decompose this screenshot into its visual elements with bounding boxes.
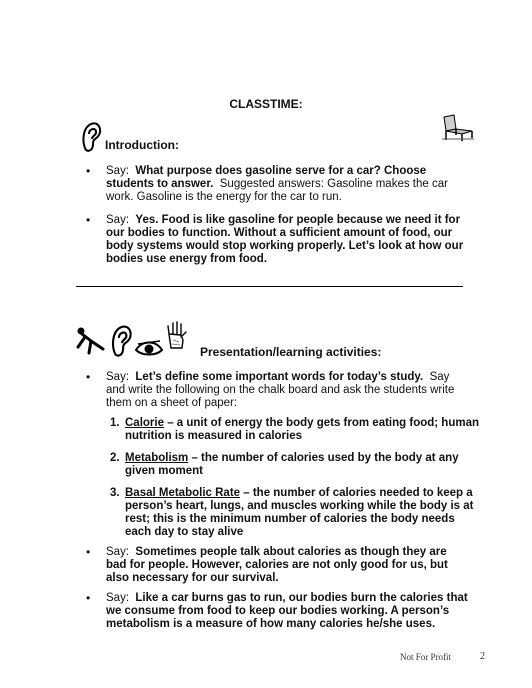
definition-calorie <box>110 417 480 443</box>
presentation-bullet-2-text: Like a car burns gas to run, our bodies burn the calories that we consume from food to keep our bodies working. A person’s metabolism is a measure of how many calories he/she uses. <box>106 592 468 630</box>
presentation-bullet-2 <box>86 591 470 631</box>
intro-bullet-2 <box>86 213 470 266</box>
bullet-dot: • <box>86 545 91 559</box>
say-label: Say: <box>106 546 130 558</box>
presentation-bullet-1 <box>86 545 470 585</box>
presentation-heading: Presentation/learning activities: <box>200 345 382 359</box>
bullet-dot: • <box>86 164 91 178</box>
hand-icon <box>165 320 189 350</box>
intro-bullet-1-question: What purpose does gasoline serve for a car? Choose students to answer. <box>106 165 427 190</box>
say-label: Say: <box>106 165 130 177</box>
page-title: CLASSTIME: <box>229 97 303 111</box>
section-divider <box>76 286 463 287</box>
chair-icon <box>440 113 476 143</box>
definition-term: Calorie <box>125 417 164 429</box>
presentation-bullet-1-text: Sometimes people talk about calories as though they are bad for people. However, calories are not only good for us, but also necessary for our survival. <box>106 546 448 584</box>
stretching-person-icon <box>75 325 107 357</box>
footer-text: Not For Profit <box>400 652 452 662</box>
ear-icon <box>109 323 133 359</box>
definition-metabolism <box>110 452 480 478</box>
list-number: 3. <box>110 487 120 499</box>
definition-term: Metabolism <box>125 452 189 464</box>
list-number: 1. <box>110 417 120 429</box>
say-label: Say: <box>106 371 130 383</box>
presentation-intro-rest: Say and write the following on the chalk board and ask the students write them on a sheet of paper: <box>106 371 455 409</box>
definition-basal-metabolic-rate <box>110 487 480 539</box>
presentation-intro-bold: Let’s define some important words for today’s study. <box>135 371 424 383</box>
bullet-dot: • <box>86 213 91 227</box>
page-number: 2 <box>480 651 485 662</box>
list-number: 2. <box>110 452 120 464</box>
ear-icon <box>80 120 102 154</box>
intro-bullet-2-text: Yes. Food is like gasoline for people because we need it for our bodies to function. Without a sufficient amount of food, our body systems would stop working properly. Let’s look at how our bodies use energy from food. <box>106 214 464 265</box>
presentation-intro-bullet <box>86 370 470 410</box>
say-label: Say: <box>106 592 130 604</box>
say-label: Say: <box>106 214 130 226</box>
intro-bullet-1-answers: Suggested answers: Gasoline makes the car work. Gasoline is the energy for the car to run. <box>106 178 448 203</box>
bullet-dot: • <box>86 370 91 384</box>
definition-term: Basal Metabolic Rate <box>125 487 241 499</box>
eye-icon <box>134 338 164 358</box>
intro-bullet-1 <box>86 164 470 204</box>
definition-text: – the number of calories needed to keep a person’s heart, lungs, and muscles working while the body is at rest; this is the minimum number of calories the body needs each day to stay alive <box>125 487 474 538</box>
bullet-dot: • <box>86 591 91 605</box>
introduction-heading: Introduction: <box>105 138 179 152</box>
definition-text: – a unit of energy the body gets from eating food; human nutrition is measured in calories <box>125 417 479 442</box>
definition-text: – the number of calories used by the body at any given moment <box>125 452 459 477</box>
